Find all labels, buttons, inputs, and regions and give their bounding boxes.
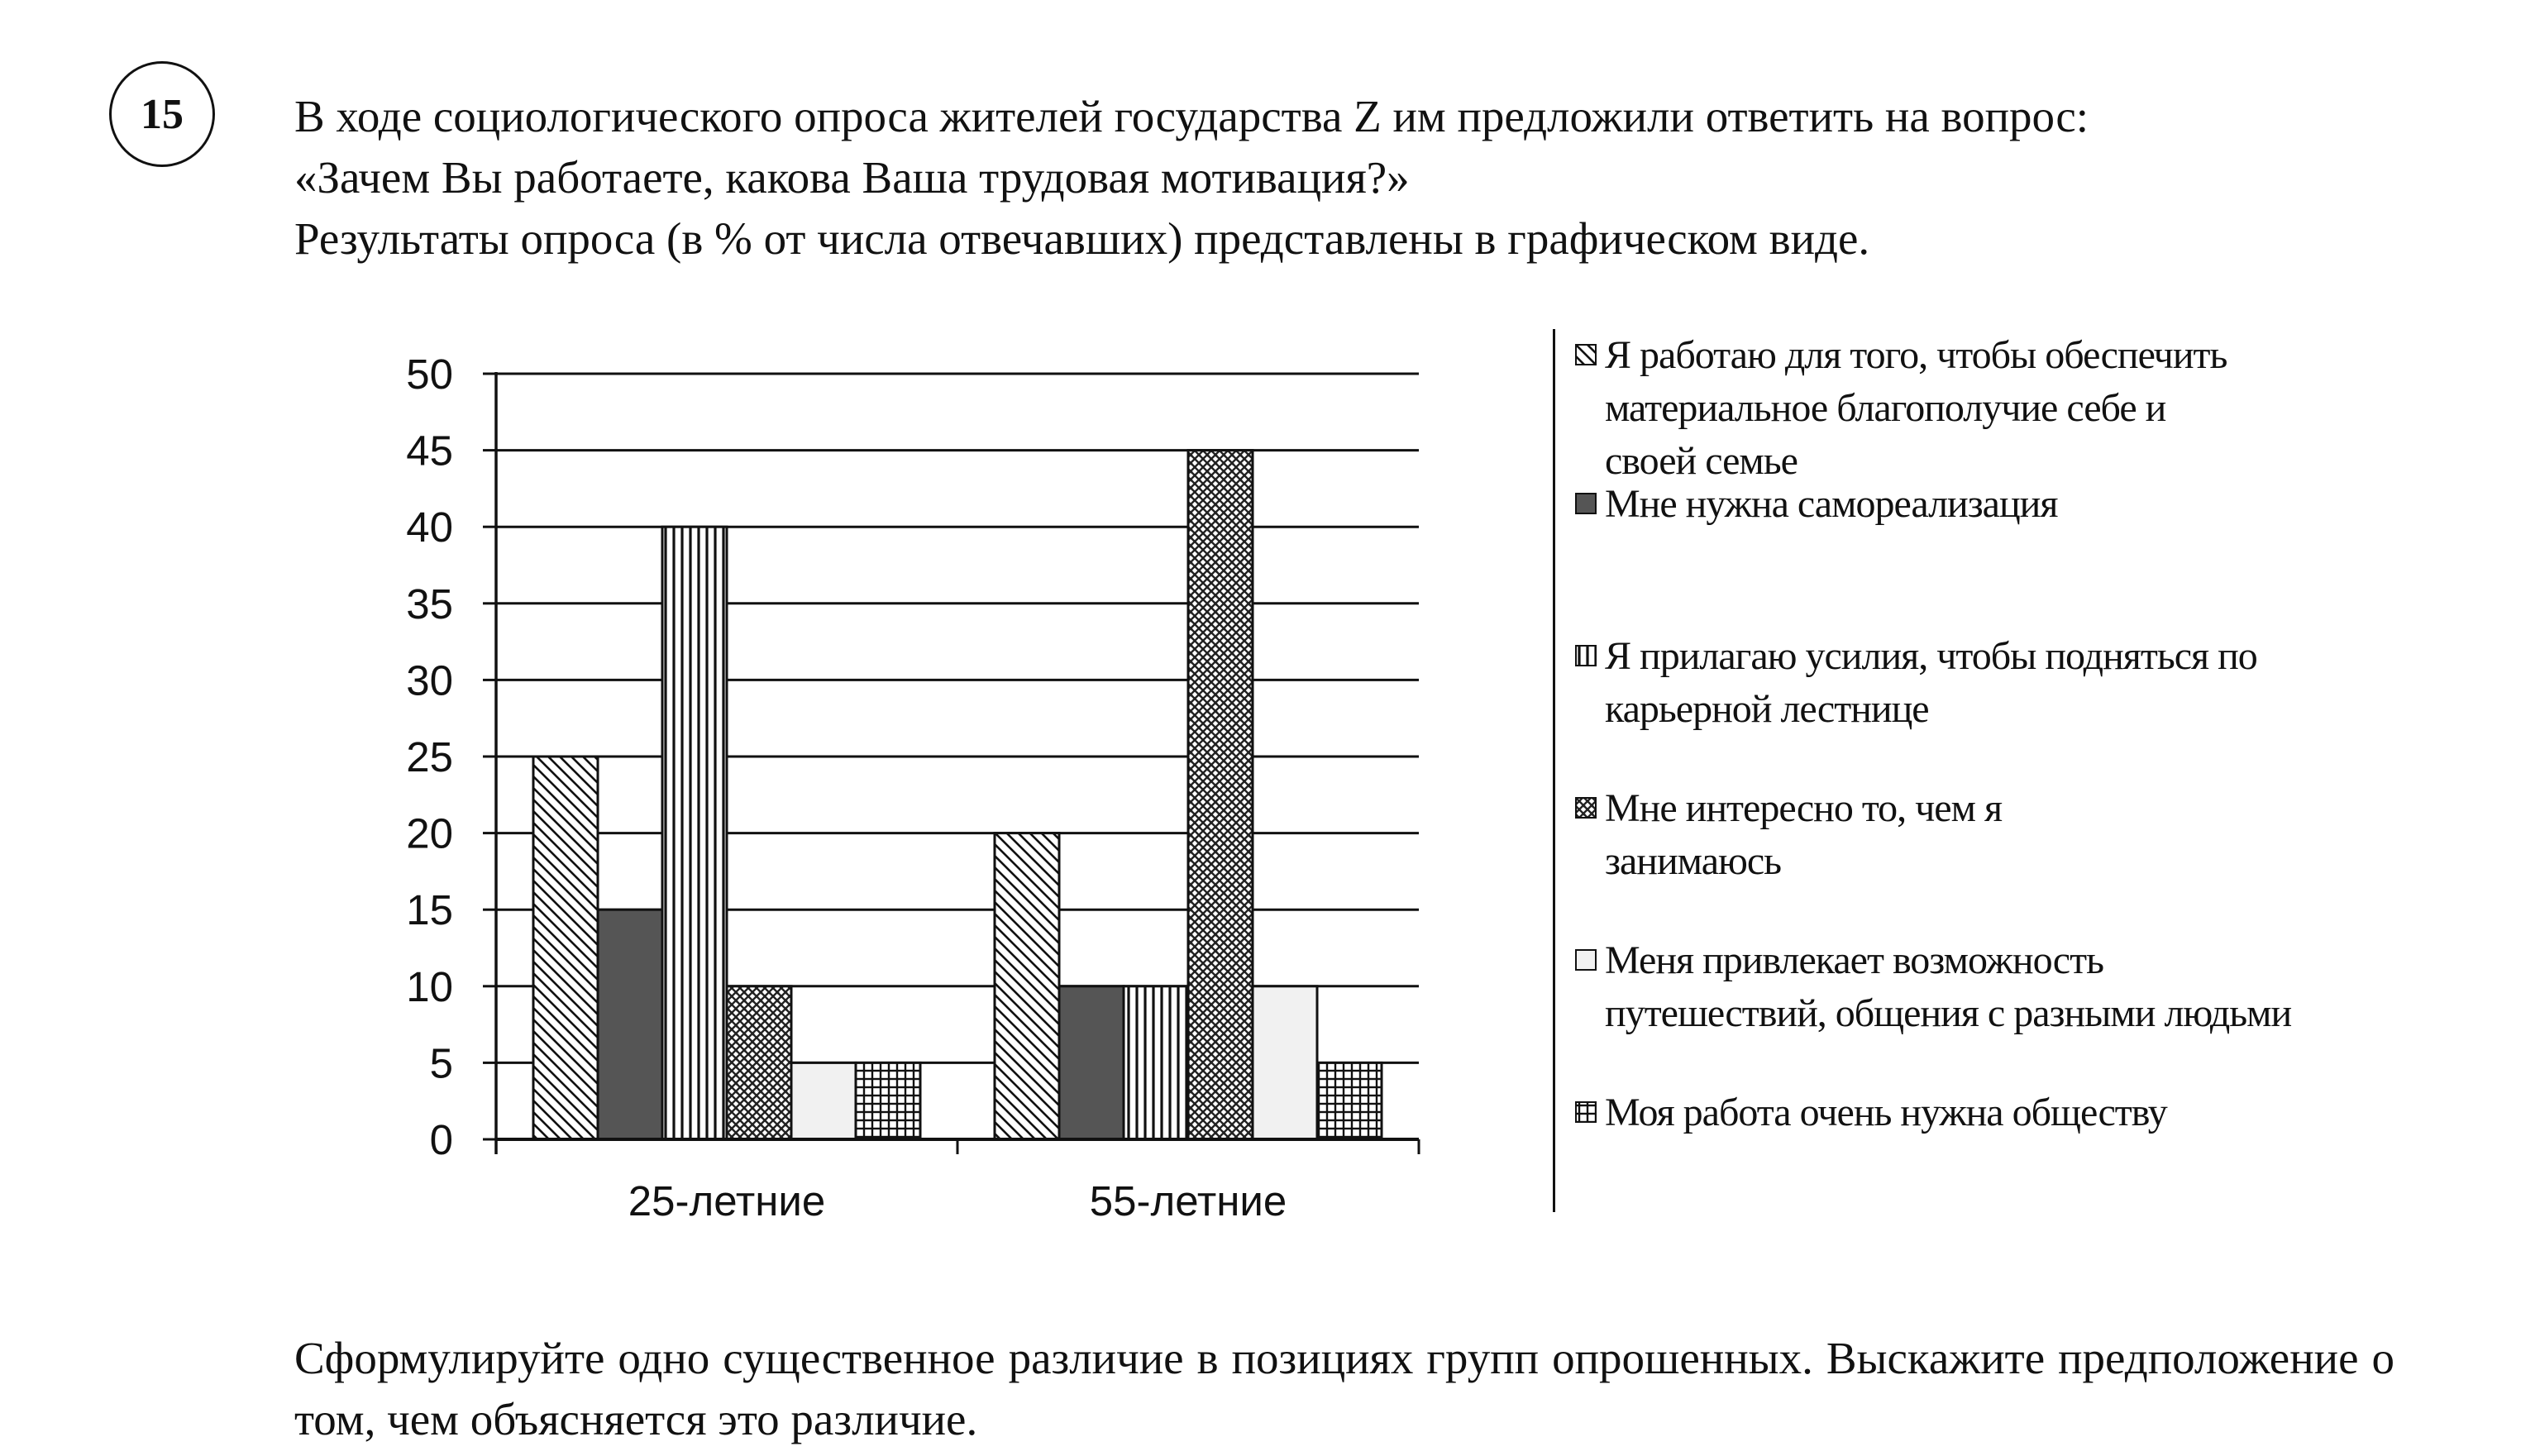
x-tick-label: 55-летние bbox=[1089, 1177, 1287, 1224]
y-tick-label: 15 bbox=[406, 886, 453, 934]
bar bbox=[662, 527, 727, 1139]
legend-item bbox=[1575, 934, 2319, 1040]
legend-item bbox=[1575, 329, 2253, 488]
legend-label: Мне интересно то, чем я занимаюсь bbox=[1605, 786, 2003, 883]
intro-line-2: «Зачем Вы работаете, какова Ваша трудовая мотивация?» bbox=[294, 152, 1410, 203]
legend-swatch bbox=[1575, 645, 1597, 666]
bar bbox=[598, 909, 662, 1139]
legend-label: Я работаю для того, чтобы обеспечить материальное благополучие себе и своей семье bbox=[1605, 333, 2227, 483]
bar bbox=[727, 986, 791, 1139]
legend-item bbox=[1575, 1086, 2369, 1139]
y-tick-label: 45 bbox=[406, 427, 453, 475]
bar bbox=[1124, 986, 1188, 1139]
legend-swatch bbox=[1575, 1101, 1597, 1123]
task-text: Сформулируйте одно существенное различие в позициях групп опрошенных. Выскажите предположение о том, чем объясняется это различие. bbox=[294, 1333, 2394, 1444]
bar bbox=[1059, 986, 1124, 1139]
legend-item bbox=[1575, 630, 2319, 736]
y-tick-label: 10 bbox=[406, 962, 453, 1010]
legend-item bbox=[1575, 478, 2253, 531]
bar bbox=[995, 833, 1059, 1139]
y-tick-label: 40 bbox=[406, 504, 453, 551]
bar bbox=[1253, 986, 1317, 1139]
bar bbox=[856, 1062, 920, 1139]
legend-swatch bbox=[1575, 949, 1597, 971]
chart-legend bbox=[1553, 329, 2399, 1212]
legend-swatch bbox=[1575, 797, 1597, 819]
bar bbox=[791, 1062, 856, 1139]
legend-label: Мне нужна самореализация bbox=[1605, 482, 2058, 526]
question-number: 15 bbox=[109, 61, 215, 167]
legend-label: Я прилагаю усилия, чтобы подняться по карьерной лестнице bbox=[1605, 634, 2257, 731]
legend-swatch bbox=[1575, 493, 1597, 514]
bar bbox=[1188, 451, 1253, 1139]
y-tick-label: 0 bbox=[429, 1116, 453, 1163]
legend-label: Моя работа очень нужна обществу bbox=[1605, 1091, 2167, 1134]
bar bbox=[533, 757, 598, 1139]
legend-label: Меня привлекает возможность путешествий, общения с разными людьми bbox=[1605, 938, 2292, 1035]
legend-swatch bbox=[1575, 344, 1597, 365]
y-tick-label: 25 bbox=[406, 733, 453, 781]
bars bbox=[533, 451, 1382, 1139]
y-tick-label: 5 bbox=[429, 1039, 453, 1087]
intro-line-3: Результаты опроса (в % от числа отвечавших) представлены в графическом виде. bbox=[294, 213, 1870, 264]
y-tick-label: 35 bbox=[406, 580, 453, 628]
y-tick-label: 20 bbox=[406, 809, 453, 857]
y-tick-label: 50 bbox=[406, 351, 453, 398]
x-tick-label: 25-летние bbox=[628, 1177, 826, 1224]
intro-line-1: В ходе социологического опроса жителей государства Z им предложили ответить на вопрос: bbox=[294, 91, 2089, 141]
y-tick-label: 30 bbox=[406, 656, 453, 704]
legend-item bbox=[1575, 782, 2088, 888]
bar bbox=[1317, 1062, 1382, 1139]
